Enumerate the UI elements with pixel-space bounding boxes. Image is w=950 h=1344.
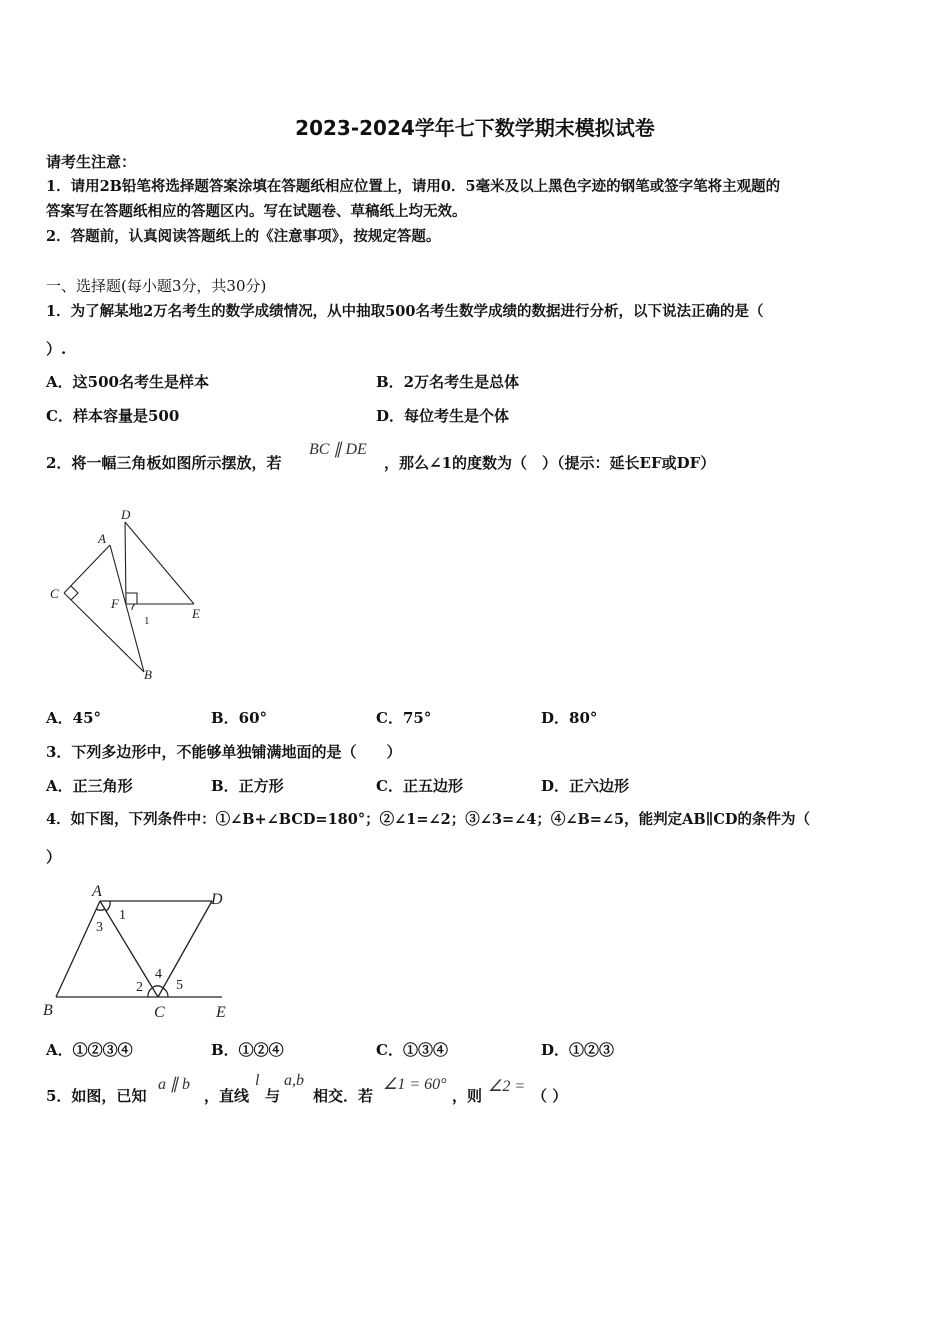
q4-label-d: D: [211, 891, 223, 908]
q4-option-b: B．①②④: [211, 1041, 284, 1059]
q4-stem-line-2: ）: [46, 848, 62, 866]
q4-label-angle-4: 4: [155, 967, 162, 982]
q4-segment-ab: [56, 901, 100, 997]
q2-right-angle-c: [71, 586, 78, 600]
notice-heading: 请考生注意：: [46, 153, 137, 171]
q2-stem-pre: 2．将一幅三角板如图所示摆放，若: [46, 454, 282, 472]
q2-label-angle-1: 1: [144, 615, 150, 627]
notice-line-2: 答案写在答题纸相应的答题区内。写在试题卷、草稿纸上均无效。: [46, 203, 467, 220]
q2-option-a: A．45°: [46, 709, 102, 727]
q2-label-e: E: [192, 606, 200, 621]
q3-option-d: D．正六边形: [541, 777, 630, 795]
q4-angle-3-arc: [96, 909, 105, 910]
q4-stem-line-1: 4．如下图，下列条件中：①∠B+∠BCD=180°；②∠1=∠2；③∠3=∠4；④∠B=∠5，能判定AB∥CD的条件为（: [46, 811, 810, 828]
q5-stem-mid-2: 与: [265, 1087, 281, 1105]
q4-option-d: D．①②③: [541, 1041, 615, 1059]
q5-math-a-parallel-b: a ∥ b: [158, 1076, 190, 1093]
q5-math-ab: a,b: [284, 1072, 304, 1089]
q2-option-d: D．80°: [541, 709, 598, 727]
q2-right-angle-f: [126, 593, 137, 604]
q5-stem-post: （ ）: [532, 1087, 568, 1105]
q5-math-l: l: [255, 1072, 260, 1089]
q4-label-angle-5: 5: [176, 978, 183, 993]
q4-label-angle-3: 3: [96, 920, 103, 935]
q4-parallelogram-figure: [40, 878, 240, 1028]
q2-angle-1-arc: [132, 604, 135, 610]
q1-stem-line-1: 1．为了解某地2万名考生的数学成绩情况，从中抽取500名考生数学成绩的数据进行分析，以下说法正确的是（: [46, 303, 764, 320]
q4-label-e: E: [216, 1004, 226, 1021]
q2-segment-cb: [64, 593, 144, 672]
q2-option-c: C．75°: [376, 709, 432, 727]
section-heading: 一、选择题(每小题3分，共30分): [46, 277, 267, 295]
q1-option-a: A．这500名考生是样本: [46, 373, 209, 391]
q3-stem: 3．下列多边形中，不能够单独铺满地面的是（ ）: [46, 743, 402, 761]
q4-option-c: C．①③④: [376, 1041, 448, 1059]
q3-option-a: A．正三角形: [46, 777, 133, 795]
q2-math-bc-parallel-de: BC ∥ DE: [309, 441, 367, 458]
q5-math-angle1: ∠1 = 60°: [383, 1076, 447, 1093]
q1-stem-line-2: ）.: [46, 340, 67, 358]
q1-option-d: D．每位考生是个体: [376, 407, 510, 425]
q5-math-angle2: ∠2 =: [488, 1078, 526, 1095]
q2-label-a: A: [98, 531, 106, 546]
q4-label-angle-2: 2: [136, 980, 143, 995]
q4-option-a: A．①②③④: [46, 1041, 133, 1059]
q4-angle-4-arc: [152, 986, 163, 988]
q1-option-b: B．2万名考生是总体: [376, 373, 520, 391]
q2-segment-df: [125, 522, 126, 604]
q4-angle-5-arc: [163, 988, 168, 997]
q2-label-b: B: [144, 667, 152, 682]
q4-angle-1-arc: [106, 901, 110, 911]
q4-label-b: B: [43, 1002, 53, 1019]
q4-label-a: A: [92, 883, 102, 900]
q4-segment-cd: [158, 901, 212, 997]
q2-segment-de: [125, 522, 194, 604]
q3-option-b: B．正方形: [211, 777, 284, 795]
q2-stem-post: ，那么∠1的度数为（ ）（提示：延长EF或DF）: [384, 454, 716, 472]
q1-option-c: C．样本容量是500: [46, 407, 180, 425]
q5-stem-mid-4: ，则: [452, 1087, 483, 1105]
q5-stem-mid-1: ，直线: [204, 1087, 250, 1105]
q2-segment-ac: [64, 545, 110, 593]
q3-option-c: C．正五边形: [376, 777, 463, 795]
q5-stem-pre: 5．如图，已知: [46, 1087, 147, 1105]
q4-segment-ac: [100, 901, 158, 997]
q4-label-angle-1: 1: [119, 908, 126, 923]
notice-line-3: 2．答题前，认真阅读答题纸上的《注意事项》，按规定答题。: [46, 228, 441, 245]
page-title: 2023-2024学年七下数学期末模拟试卷: [295, 116, 655, 140]
q2-option-b: B．60°: [211, 709, 268, 727]
q5-stem-mid-3: 相交．若: [313, 1087, 374, 1105]
q2-label-c: C: [50, 586, 59, 601]
notice-line-1: 1．请用2B铅笔将选择题答案涂填在答题纸相应位置上，请用0．5毫米及以上黑色字迹的钢笔或签字笔将主观题的: [46, 178, 781, 195]
q4-label-c: C: [154, 1004, 165, 1021]
q2-label-d: D: [121, 507, 131, 522]
q2-label-f: F: [111, 596, 119, 611]
q4-angle-2-arc: [148, 988, 152, 997]
q2-triangle-figure: [40, 500, 220, 690]
